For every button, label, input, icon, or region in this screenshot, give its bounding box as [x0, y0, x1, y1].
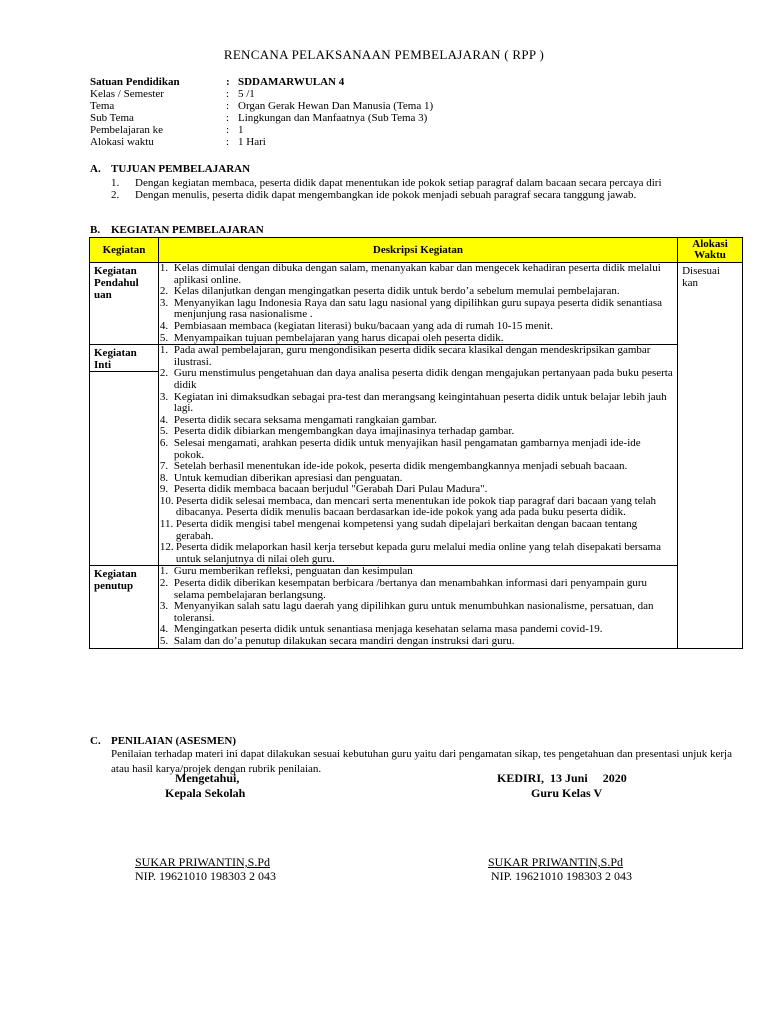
list-item	[159, 601, 677, 624]
info-row-subtema	[90, 112, 433, 124]
step-text: Mengingatkan peserta didik untuk senantiasa menjaga kesehatan selama masa pandemi covid-19.	[173, 623, 603, 636]
info-row-kelas	[90, 88, 433, 100]
deskripsi-cell	[158, 345, 677, 566]
mengetahui-label: Mengetahui,	[175, 771, 240, 785]
info-value: 1 Hari	[238, 136, 266, 148]
header-alokasi: Alokasi Waktu	[678, 238, 743, 263]
steps-list	[159, 566, 677, 647]
step-text: Untuk kemudian diberikan apresiasi dan penguatan.	[173, 471, 403, 484]
list-item	[159, 392, 677, 415]
step-text: Peserta didik membaca bacaan berjudul "Gerabah Dari Pulau Madura".	[173, 483, 488, 496]
step-number: 10.	[159, 494, 174, 507]
steps-list	[159, 345, 677, 565]
step-text: Setelah berhasil menentukan ide-ide pokok, peserta didik mengembangkannya menjadi sebuah bacaan.	[173, 460, 628, 473]
step-text: Guru memberikan refleksi, penguatan dan kesimpulan	[173, 565, 413, 578]
step-number: 4.	[159, 623, 169, 636]
step-text: Peserta didik secara seksama mengamati rangkaian gambar.	[173, 413, 437, 426]
step-number: 2.	[159, 367, 169, 380]
step-number: 4.	[159, 319, 169, 332]
place-date: KEDIRI, 13 Juni 2020	[497, 771, 627, 785]
info-key: Kelas / Semester	[90, 88, 164, 100]
step-text: Kegiatan ini dimaksudkan sebagai pra-test dan merangsang keingintahuan peserta didik untuk belajar lebih jauh lagi.	[173, 390, 667, 415]
info-sep: :	[226, 88, 230, 100]
step-text: Pada awal pembelajaran, guru mengondisikan peserta didik secara klasikal dengan mendeskripsikan gambar ilustrasi.	[173, 344, 651, 368]
item-number: 2.	[111, 189, 120, 201]
guru-kelas-nip: NIP. 19621010 198303 2 043	[491, 869, 633, 883]
deskripsi-cell	[158, 263, 677, 345]
list-item	[159, 333, 677, 345]
info-sep: :	[226, 124, 230, 136]
step-number: 2.	[159, 285, 169, 298]
info-value: Organ Gerak Hewan Dan Manusia (Tema 1)	[238, 100, 434, 112]
info-value: SDDAMARWULAN 4	[238, 76, 345, 88]
alokasi-cell: Disesuai kan	[678, 263, 743, 649]
list-item	[159, 321, 677, 333]
step-text: Kelas dimulai dengan dibuka dengan salam, menanyakan kabar dan mengecek kehadiran peserta didik melalui aplikasi online.	[173, 262, 661, 286]
info-row-tema	[90, 100, 433, 112]
table-header-row	[90, 238, 743, 263]
step-text: Menyanyikan salah satu lagu daerah yang dipilihkan guru untuk menumbuhkan nasionalisme, persatuan, dan toleransi.	[173, 600, 654, 624]
kepala-sekolah-name: SUKAR PRIWANTIN,S.Pd	[135, 855, 271, 869]
penilaian-text: Penilaian terhadap materi ini dapat dilakukan sesuai kebutuhan guru yaitu dari pengamatan sikap, tes pengetahuan dan presentasi unjuk kerja atau hasil karya/projek dengan rubrik penilaian.	[111, 748, 732, 775]
kegiatan-name	[90, 345, 159, 566]
tujuan-list	[111, 177, 721, 201]
info-sep: :	[226, 136, 230, 148]
item-number: 1.	[111, 177, 120, 189]
step-number: 3.	[159, 390, 169, 403]
guru-kelas-label: Guru Kelas V	[531, 786, 603, 800]
step-text: Selesai mengamati, arahkan peserta didik untuk menyajikan hasil pengamatan gambarnya menjadi ide-ide pokok.	[173, 436, 641, 461]
step-text: Menyampaikan tujuan pembelajaran yang harus dicapai oleh peserta didik.	[173, 331, 504, 344]
list-item	[159, 542, 677, 565]
item-text: Dengan kegiatan membaca, peserta didik dapat menentukan ide pokok setiap paragraf dalam bacaan secara percaya diri	[135, 177, 662, 189]
step-number: 11.	[159, 518, 174, 531]
kegiatan-table	[89, 237, 743, 649]
step-number: 1.	[159, 344, 169, 357]
header-deskripsi: Deskripsi Kegiatan	[158, 238, 677, 263]
step-number: 7.	[159, 460, 169, 473]
section-c-heading	[90, 735, 740, 747]
section-b-heading	[90, 224, 264, 236]
step-text: Peserta didik selesai membaca, dan mencari serta menentukan ide pokok tiap paragraf dari bacaan yang telah dibacanya. Peserta didik menulis bacaan berdasarkan ide-ide pokok yang ada pada buku peserta didik.	[175, 494, 657, 519]
step-text: Peserta didik diberikan kesempatan berbicara /bertanya dan menambahkan informasi dari penyampain guru selama pembelajaran berlangsung.	[173, 577, 648, 601]
info-key: Satuan Pendidikan	[90, 76, 180, 88]
table-row	[90, 263, 743, 345]
header-kegiatan: Kegiatan	[90, 238, 159, 263]
step-number: 3.	[159, 296, 169, 309]
section-a-heading	[90, 163, 250, 175]
section-title: PENILAIAN (ASESMEN)	[111, 735, 236, 747]
item-text: Dengan menulis, peserta didik dapat mengembangkan ide pokok menjadi sebuah paragraf secara tanggung jawab.	[135, 189, 637, 201]
info-row-pembelajaran	[90, 124, 433, 136]
list-item	[159, 461, 677, 473]
list-item	[111, 189, 721, 201]
step-number: 1.	[159, 565, 169, 578]
steps-list	[159, 263, 677, 344]
step-text: Peserta didik melaporkan hasil kerja tersebut kepada guru melalui media online yang telah disepakati bersama untuk selanjutnya di nilai oleh guru.	[175, 541, 661, 565]
info-value: 5 /1	[238, 88, 255, 100]
section-title: TUJUAN PEMBELAJARAN	[111, 163, 251, 175]
info-key: Alokasi waktu	[90, 136, 154, 148]
step-text: Peserta didik mengisi tabel mengenai kompetensi yang sudah dipelajari berkaitan dengan bacaan tentang gerabah.	[175, 518, 638, 542]
info-value: 1	[238, 124, 244, 136]
info-sep: :	[226, 112, 230, 124]
info-key: Pembelajaran ke	[90, 124, 163, 136]
list-item	[159, 345, 677, 368]
kepala-sekolah-label: Kepala Sekolah	[165, 786, 246, 800]
step-number: 12.	[159, 541, 174, 554]
step-text: Peserta didik dibiarkan mengembangkan daya imajinasinya terhadap gambar.	[173, 425, 515, 438]
info-sep: :	[226, 76, 230, 88]
info-sep: :	[226, 100, 230, 112]
list-item	[159, 496, 677, 519]
step-number: 2.	[159, 577, 169, 590]
list-item	[159, 636, 677, 648]
step-number: 4.	[159, 413, 169, 426]
table-row	[90, 566, 743, 648]
info-key: Sub Tema	[90, 112, 134, 124]
kepala-sekolah-nip: NIP. 19621010 198303 2 043	[135, 869, 277, 883]
step-number: 6.	[159, 436, 169, 449]
step-text: Kelas dilanjutkan dengan mengingatkan peserta didik untuk berdo’a sebelum memulai pembelajaran.	[173, 285, 620, 298]
step-number: 3.	[159, 600, 169, 613]
section-letter: B.	[90, 224, 101, 236]
section-letter: A.	[90, 163, 101, 175]
step-text: Guru menstimulus pengetahuan dan daya analisa peserta didik dengan mengajukan pertanyaan pada buku peserta didik	[173, 367, 673, 391]
list-item	[159, 263, 677, 286]
list-item	[111, 177, 721, 189]
step-text: Salam dan do’a penutup dilakukan secara mandiri dengan instruksi dari guru.	[173, 635, 515, 647]
section-letter: C.	[90, 735, 101, 747]
list-item	[159, 438, 677, 461]
deskripsi-cell	[158, 566, 677, 648]
info-row-satuan	[90, 76, 433, 88]
step-number: 5.	[159, 331, 169, 344]
kegiatan-name-text: Kegiatan Inti	[90, 345, 158, 372]
table-row	[90, 345, 743, 566]
list-item	[159, 368, 677, 391]
section-title: KEGIATAN PEMBELAJARAN	[111, 224, 264, 236]
kegiatan-name: Kegiatan Pendahul uan	[90, 263, 159, 345]
step-number: 5.	[159, 425, 169, 438]
document-title: RENCANA PELAKSANAAN PEMBELAJARAN ( RPP )	[223, 47, 545, 62]
kegiatan-name: Kegiatan penutup	[90, 566, 159, 648]
identity-block	[90, 76, 433, 148]
info-value: Lingkungan dan Manfaatnya (Sub Tema 3)	[238, 112, 428, 124]
step-number: 8.	[159, 471, 169, 484]
guru-kelas-name: SUKAR PRIWANTIN,S.Pd	[488, 855, 624, 869]
list-item	[159, 298, 677, 321]
step-number: 9.	[159, 483, 169, 496]
list-item	[159, 519, 677, 542]
step-text: Pembiasaan membaca (kegiatan literasi) buku/bacaan yang ada di rumah 10-15 menit.	[173, 319, 553, 332]
info-row-alokasi	[90, 136, 433, 148]
step-number: 5.	[159, 635, 169, 647]
step-number: 1.	[159, 262, 169, 274]
list-item	[159, 578, 677, 601]
step-text: Menyanyikan lagu Indonesia Raya dan satu lagu nasional yang dipilihkan guru supaya peserta didik senantiasa menjunjung rasa nasionalisme .	[173, 296, 663, 321]
info-key: Tema	[90, 100, 115, 112]
